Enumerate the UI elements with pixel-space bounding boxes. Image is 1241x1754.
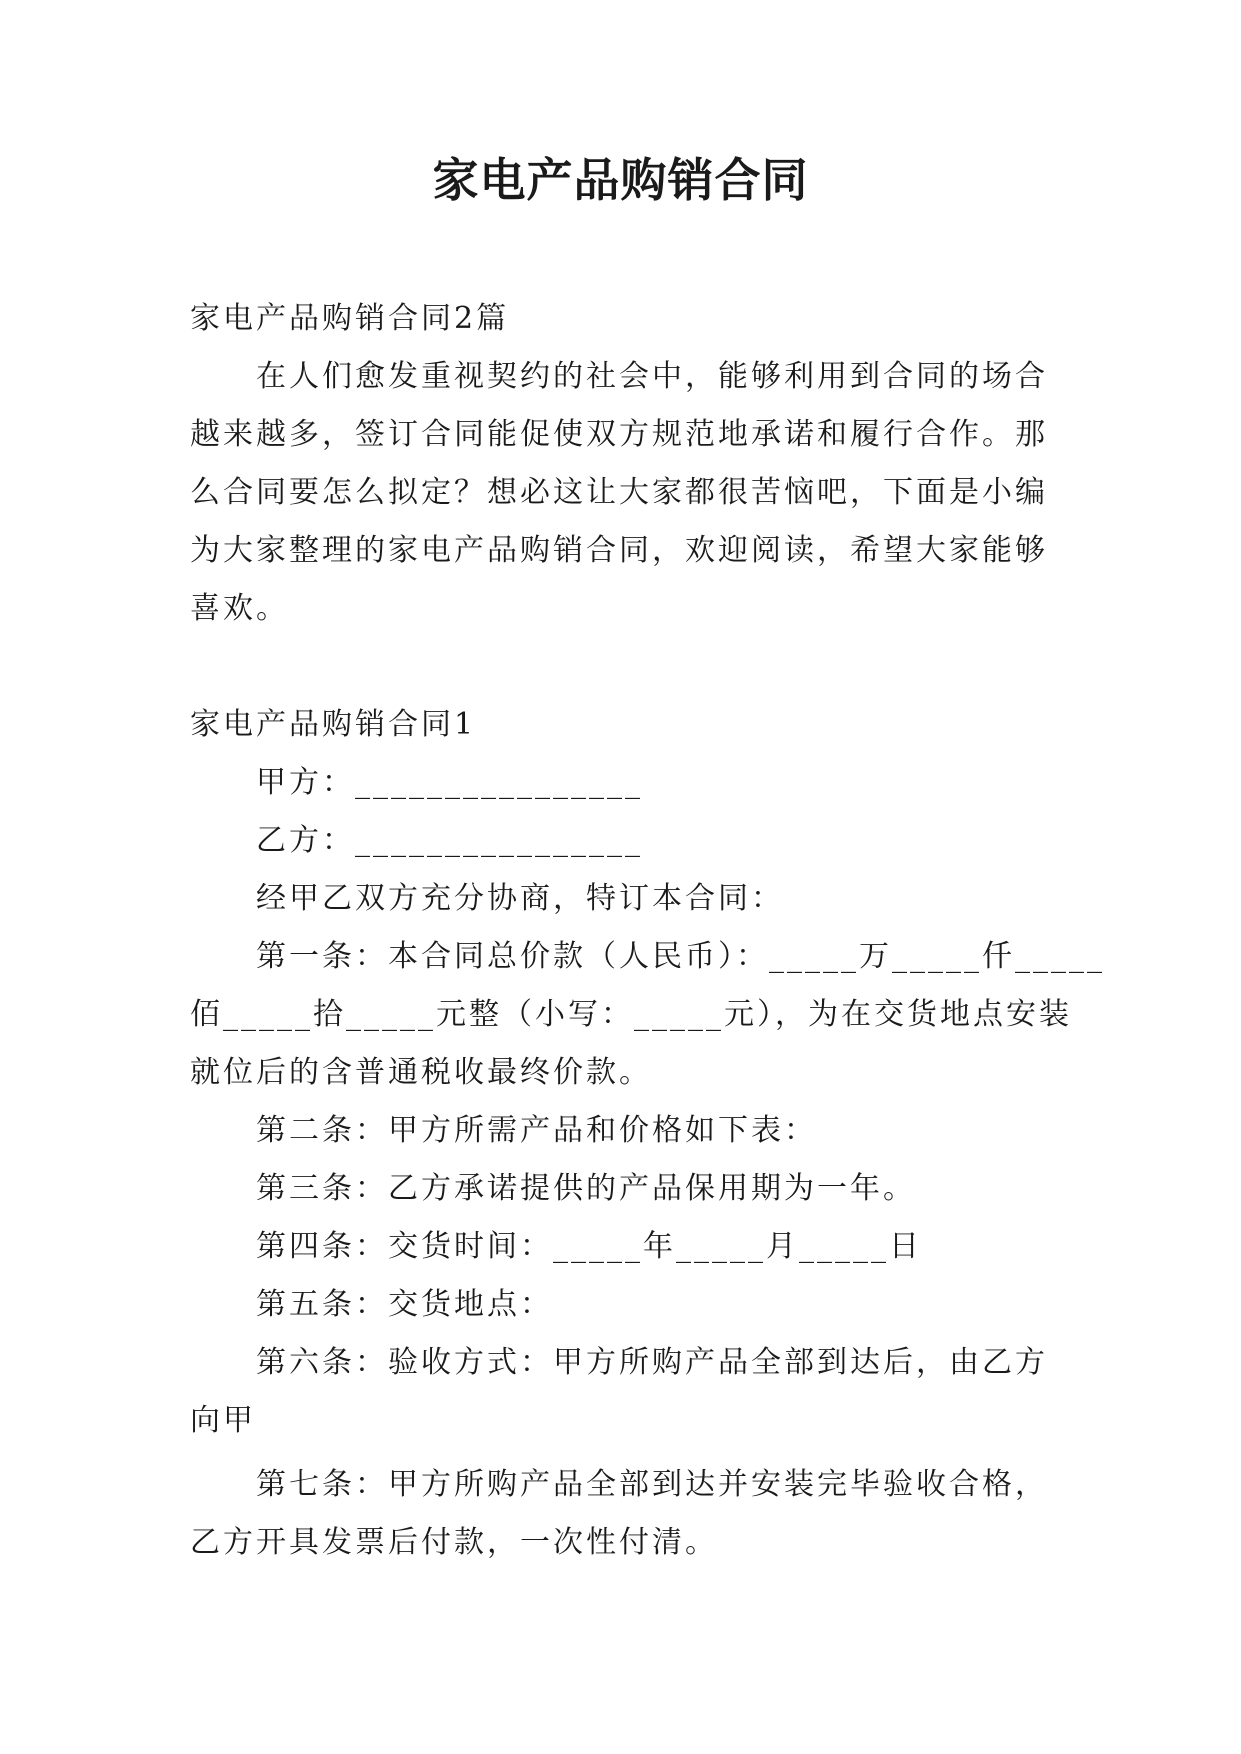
preamble: 经甲乙双方充分协商，特订本合同： <box>256 881 784 916</box>
intro-paragraph <box>190 348 1070 638</box>
article-2: 第二条：甲方所需产品和价格如下表： <box>256 1113 817 1148</box>
document-title: 家电产品购销合同 <box>432 153 809 207</box>
article-line: 第六条：验收方式：甲方所购产品全部到达后，由乙方 <box>256 1345 1048 1380</box>
article-6 <box>190 1334 1070 1450</box>
article-line: 向甲 <box>190 1403 256 1438</box>
article-line: 第七条：甲方所购产品全部到达并安装完毕验收合格， <box>256 1467 1048 1502</box>
article-line: 佰_____拾_____元整（小写：_____元），为在交货地点安装 <box>190 997 1072 1032</box>
article-line: 就位后的含普通税收最终价款。 <box>190 1055 652 1090</box>
document-body <box>190 290 1105 1572</box>
section-gap <box>190 638 1070 696</box>
article-line: 第一条：本合同总价款（人民币）：_____万_____仟_____ <box>256 939 1105 974</box>
party-a-field: 甲方：________________ <box>256 765 643 800</box>
article-1 <box>190 928 1105 1102</box>
contract1-heading: 家电产品购销合同1 <box>190 707 477 742</box>
party-b-field: 乙方：________________ <box>256 823 643 858</box>
paragraph-line: 么合同要怎么拟定？想必这让大家都很苦恼吧，下面是小编 <box>190 475 1048 510</box>
intro-heading: 家电产品购销合同2篇 <box>190 301 510 336</box>
paragraph-line: 喜欢。 <box>190 591 289 626</box>
article-5: 第五条：交货地点： <box>256 1287 553 1322</box>
paragraph-line: 越来越多，签订合同能促使双方规范地承诺和履行合作。那 <box>190 417 1048 452</box>
article-line: 乙方开具发票后付款，一次性付清。 <box>190 1525 718 1560</box>
paragraph-line: 为大家整理的家电产品购销合同，欢迎阅读，希望大家能够 <box>190 533 1048 568</box>
article-3: 第三条：乙方承诺提供的产品保用期为一年。 <box>256 1171 916 1206</box>
article-7 <box>190 1456 1070 1572</box>
article-4: 第四条：交货时间：_____年_____月_____日 <box>256 1229 922 1264</box>
paragraph-line: 在人们愈发重视契约的社会中，能够利用到合同的场合 <box>256 359 1048 394</box>
